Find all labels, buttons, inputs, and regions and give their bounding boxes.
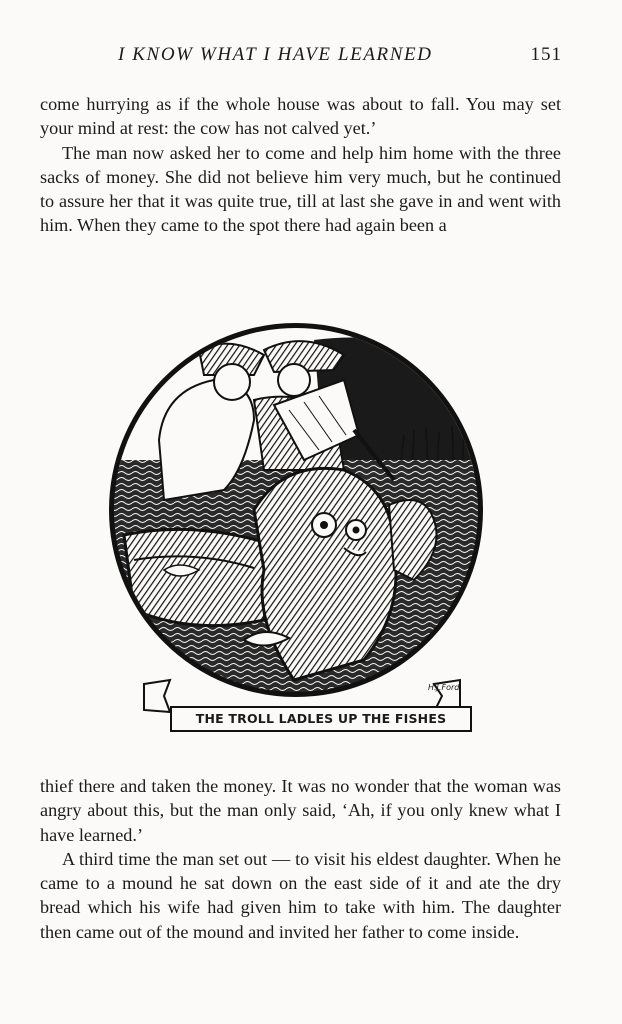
illustration-caption: THE TROLL LADLES UP THE FISHES bbox=[170, 706, 472, 732]
paragraph: The man now asked her to come and help him home with the three sacks of money. She did not believe him very much, but he continued to assure her that it was quite true, till at last she gave in and went with him. When they came to the spot there had again been a bbox=[40, 142, 561, 236]
chapter-title: I KNOW WHAT I HAVE LEARNED bbox=[118, 44, 433, 65]
paragraph: thief there and taken the money. It was no wonder that the woman was angry about this, but the man only said, ‘Ah, if you only knew what I have learned.’ bbox=[40, 776, 561, 845]
paragraph: come hurrying as if the whole house was about to fall. You may set your mind at rest: the cow has not calved yet.’ bbox=[40, 94, 561, 139]
troll-illustration bbox=[104, 320, 494, 740]
artist-signature: H.J.Ford. bbox=[428, 683, 462, 692]
text-block-bottom bbox=[40, 774, 561, 944]
paragraph: A third time the man set out — to visit his eldest daughter. When he came to a mound he sat down on the east side of it and ate the dry bread which his wife had given him to take with him. The daughter then came out of the mound and invited her father to come inside. bbox=[40, 848, 561, 942]
page-number: 151 bbox=[530, 44, 562, 65]
text-block-top bbox=[40, 92, 561, 238]
